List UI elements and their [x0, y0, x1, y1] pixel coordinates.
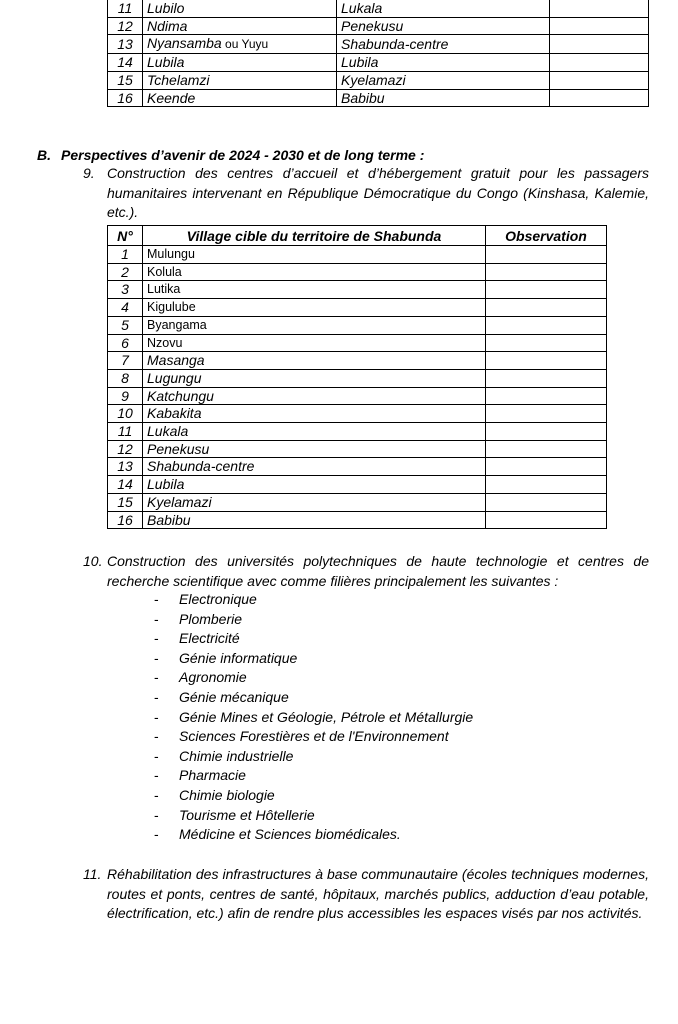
- observation-cell: [486, 316, 607, 334]
- village-cell: Masanga: [143, 352, 486, 370]
- item-text: Construction des centres d’accueil et d’hébergement gratuit pour les passagers humanitaires intervenant en République Démocratique du Congo (Kinshasa, Kalemie, etc.).: [107, 165, 649, 220]
- bullet-dash: -: [154, 728, 159, 745]
- item-number: 9.: [83, 165, 95, 181]
- item-text: Construction des universités polytechniques de haute technologie et centres de recherche scientifique avec comme filières principalement les suivantes :: [107, 553, 649, 589]
- village-cell: Mulungu: [143, 246, 486, 264]
- table-row: [108, 369, 607, 387]
- table-row: [108, 54, 649, 72]
- list-item: [154, 806, 473, 826]
- list-item-11: [83, 865, 649, 924]
- specialty-label: Electronique: [179, 591, 257, 607]
- locality-cell: Lubila: [143, 54, 337, 72]
- table-row: [108, 423, 607, 441]
- section-heading: [37, 147, 424, 163]
- list-item: [154, 610, 473, 630]
- village-cell: Lubila: [337, 54, 550, 72]
- table-row: [108, 35, 649, 54]
- observation-cell: [486, 511, 607, 529]
- continuation-table: [107, 0, 649, 107]
- table-row: [108, 458, 607, 476]
- list-item: [154, 747, 473, 767]
- village-cell: Lukala: [143, 423, 486, 441]
- row-number: 2: [108, 263, 143, 281]
- table-row: [108, 299, 607, 317]
- empty-cell: [550, 17, 649, 35]
- row-number: 3: [108, 281, 143, 299]
- row-number: 1: [108, 246, 143, 264]
- locality-cell: [143, 35, 337, 54]
- bullet-dash: -: [154, 649, 159, 666]
- empty-cell: [550, 35, 649, 54]
- empty-cell: [550, 0, 649, 17]
- item-text: Réhabilitation des infrastructures à base communautaire (écoles techniques modernes, routes et ponts, centres de santé, hôpitaux, marchés publics, adduction d’eau potable, électrification, etc.) afin de rendre plus accessibles les espaces visés par nos activités.: [107, 866, 649, 921]
- list-item: [154, 688, 473, 708]
- row-number: 11: [108, 423, 143, 441]
- table-row: [108, 440, 607, 458]
- table-row: [108, 405, 607, 423]
- table-row: [108, 493, 607, 511]
- locality-cell: Tchelamzi: [143, 71, 337, 89]
- specialty-label: Génie mécanique: [179, 688, 289, 705]
- village-table: [107, 225, 607, 529]
- row-number: 13: [108, 35, 143, 54]
- village-cell: Lugungu: [143, 369, 486, 387]
- empty-cell: [550, 89, 649, 107]
- row-number: 13: [108, 458, 143, 476]
- village-cell: Katchungu: [143, 387, 486, 405]
- specialty-label: Génie Mines et Géologie, Pétrole et Métallurgie: [179, 708, 474, 725]
- table-row: [108, 352, 607, 370]
- row-number: 5: [108, 316, 143, 334]
- village-cell: Babibu: [143, 511, 486, 529]
- observation-cell: [486, 299, 607, 317]
- row-number: 15: [108, 493, 143, 511]
- row-number: 7: [108, 352, 143, 370]
- list-item-10: [83, 552, 649, 591]
- list-item-9: [83, 164, 649, 223]
- bullet-dash: -: [154, 669, 159, 686]
- table-row: [108, 511, 607, 529]
- specialties-list: [154, 590, 473, 845]
- observation-cell: [486, 423, 607, 441]
- observation-cell: [486, 405, 607, 423]
- table-row: [108, 17, 649, 35]
- section-letter: B.: [37, 147, 51, 163]
- table-row: [108, 89, 649, 107]
- village-cell: Shabunda-centre: [337, 35, 550, 54]
- observation-cell: [486, 476, 607, 494]
- header-village: Village cible du territoire de Shabunda: [143, 226, 486, 246]
- header-number: N°: [108, 226, 143, 246]
- village-cell: Kigulube: [143, 299, 486, 317]
- table-row: [108, 71, 649, 89]
- bullet-dash: -: [154, 708, 159, 725]
- row-number: 11: [108, 0, 143, 17]
- specialty-label: Plomberie: [179, 610, 243, 627]
- table-row: [108, 387, 607, 405]
- bullet-dash: -: [154, 806, 159, 823]
- bullet-dash: -: [154, 610, 159, 627]
- observation-cell: [486, 387, 607, 405]
- specialty-label: Tourisme et Hôtellerie: [179, 806, 315, 823]
- specialty-label: Sciences Forestières et de l'Environnement: [179, 728, 449, 745]
- observation-cell: [486, 369, 607, 387]
- bullet-dash: -: [154, 767, 159, 784]
- locality-cell: Ndima: [143, 17, 337, 35]
- observation-cell: [486, 352, 607, 370]
- observation-cell: [486, 246, 607, 264]
- list-item: [154, 786, 473, 806]
- village-cell: Kabakita: [143, 405, 486, 423]
- village-cell: Penekusu: [143, 440, 486, 458]
- table-row: [108, 334, 607, 352]
- village-cell: Nzovu: [143, 334, 486, 352]
- row-number: 15: [108, 71, 143, 89]
- village-cell: Kyelamazi: [143, 493, 486, 511]
- village-cell: Lubila: [143, 476, 486, 494]
- locality-cell: Lubilo: [143, 0, 337, 17]
- village-cell: Byangama: [143, 316, 486, 334]
- row-number: 8: [108, 369, 143, 387]
- table-row: [108, 316, 607, 334]
- locality-name: Nyansamba: [147, 35, 222, 52]
- specialty-label: Agronomie: [179, 669, 247, 686]
- observation-cell: [486, 493, 607, 511]
- observation-cell: [486, 263, 607, 281]
- specialty-label: Electricité: [179, 630, 240, 647]
- village-cell: Lutika: [143, 281, 486, 299]
- bullet-dash: -: [154, 630, 159, 647]
- village-cell: Penekusu: [337, 17, 550, 35]
- item-number: 11.: [83, 866, 102, 882]
- list-item: [154, 766, 473, 786]
- observation-cell: [486, 440, 607, 458]
- locality-cell: Keende: [143, 89, 337, 107]
- village-cell: Babibu: [337, 89, 550, 107]
- specialty-label: Chimie industrielle: [179, 747, 294, 764]
- bullet-dash: -: [154, 591, 159, 607]
- bullet-dash: -: [154, 747, 159, 764]
- village-cell: Lukala: [337, 0, 550, 17]
- table-row: [108, 476, 607, 494]
- row-number: 6: [108, 334, 143, 352]
- list-item: [154, 825, 473, 845]
- specialty-label: Chimie biologie: [179, 786, 275, 803]
- bullet-dash: -: [154, 826, 159, 843]
- table-row: [108, 0, 649, 17]
- row-number: 14: [108, 476, 143, 494]
- table-row: [108, 281, 607, 299]
- locality-suffix: ou Yuyu: [221, 37, 269, 52]
- observation-cell: [486, 281, 607, 299]
- empty-cell: [550, 54, 649, 72]
- list-item: [154, 649, 473, 669]
- row-number: 16: [108, 89, 143, 107]
- village-cell: Kolula: [143, 263, 486, 281]
- section-title: Perspectives d’avenir de 2024 - 2030 et de long terme :: [61, 147, 425, 163]
- table-row: [108, 246, 607, 264]
- empty-cell: [550, 71, 649, 89]
- list-item: [154, 668, 473, 688]
- header-observation: Observation: [486, 226, 607, 246]
- village-cell: Kyelamazi: [337, 71, 550, 89]
- item-number: 10.: [83, 553, 103, 569]
- row-number: 10: [108, 405, 143, 423]
- list-item: [154, 708, 473, 728]
- row-number: 14: [108, 54, 143, 72]
- row-number: 12: [108, 440, 143, 458]
- bullet-dash: -: [154, 688, 159, 705]
- bullet-dash: -: [154, 786, 159, 803]
- observation-cell: [486, 334, 607, 352]
- specialty-label: Génie informatique: [179, 649, 298, 666]
- row-number: 4: [108, 299, 143, 317]
- row-number: 9: [108, 387, 143, 405]
- table-row: [108, 263, 607, 281]
- row-number: 12: [108, 17, 143, 35]
- list-item: [154, 629, 473, 649]
- specialty-label: Pharmacie: [179, 767, 246, 784]
- row-number: 16: [108, 511, 143, 529]
- specialty-label: Médicine et Sciences biomédicales.: [179, 826, 401, 843]
- observation-cell: [486, 458, 607, 476]
- village-cell: Shabunda-centre: [143, 458, 486, 476]
- list-item: [154, 590, 473, 610]
- table-header-row: [108, 226, 607, 246]
- list-item: [154, 727, 473, 747]
